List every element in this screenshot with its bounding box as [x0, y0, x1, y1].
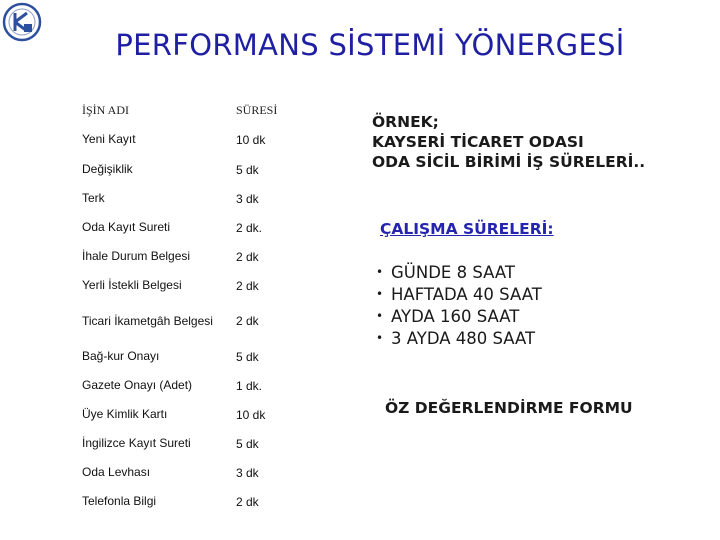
list-item-text: AYDA 160 SAAT — [391, 306, 520, 326]
duration-cell: 5 dk — [236, 162, 259, 177]
table-header — [82, 96, 316, 124]
work-durations-table — [82, 96, 316, 516]
task-name-cell: Ticari İkametgâh Belgesi — [82, 313, 213, 328]
table-row — [82, 487, 316, 516]
duration-cell: 2 dk. — [236, 220, 263, 235]
page-title: PERFORMANS SİSTEMİ YÖNERGESİ — [115, 28, 625, 62]
table-row — [82, 429, 316, 458]
table-row — [82, 371, 316, 400]
bullet-icon: • — [376, 287, 384, 301]
duration-cell: 2 dk — [236, 249, 259, 264]
duration-cell: 1 dk. — [236, 378, 263, 393]
table-row — [82, 271, 316, 300]
duration-cell: 2 dk — [236, 278, 259, 293]
task-name-cell: Oda Levhası — [82, 465, 151, 479]
duration-cell: 10 dk — [236, 407, 266, 422]
example-line-3: ODA SİCİL BİRİMİ İŞ SÜRELERİ.. — [372, 153, 646, 171]
task-name-cell: Değişiklik — [82, 162, 133, 176]
list-item — [376, 305, 676, 327]
table-row — [82, 458, 316, 487]
task-name-cell: Gazete Onayı (Adet) — [82, 378, 193, 392]
task-name-cell: İngilizce Kayıt Sureti — [82, 436, 191, 450]
duration-cell: 2 dk — [236, 314, 259, 328]
task-name-cell: Telefonla Bilgi — [82, 494, 157, 508]
table-row — [82, 155, 316, 184]
table-row — [82, 184, 316, 213]
table-row — [82, 124, 316, 155]
list-item — [376, 283, 676, 305]
table-row — [82, 213, 316, 242]
list-item-text: HAFTADA 40 SAAT — [391, 284, 542, 304]
task-name-cell: Bağ-kur Onayı — [82, 349, 160, 363]
duration-cell: 5 dk — [236, 349, 259, 364]
task-name-cell: Üye Kimlik Kartı — [82, 407, 168, 421]
example-line-2: KAYSERİ TİCARET ODASI — [372, 133, 584, 151]
task-name-cell: Oda Kayıt Sureti — [82, 220, 171, 234]
duration-cell: 2 dk — [236, 494, 259, 509]
bullet-icon: • — [376, 331, 384, 345]
table-row — [82, 400, 316, 429]
self-assessment-form-title: ÖZ DEĞERLENDİRME FORMU — [385, 399, 633, 417]
duration-cell: 5 dk — [236, 436, 259, 451]
example-heading — [372, 112, 672, 172]
list-item-text: 3 AYDA 480 SAAT — [391, 328, 536, 348]
list-item-text: GÜNDE 8 SAAT — [391, 262, 515, 282]
list-item — [376, 327, 676, 349]
list-item — [376, 261, 676, 283]
working-hours-list — [376, 261, 676, 349]
column-header-name: İŞİN ADI — [82, 102, 129, 117]
table-row — [82, 342, 316, 371]
task-name-cell: İhale Durum Belgesi — [82, 249, 191, 263]
task-name-cell: Terk — [82, 191, 105, 205]
column-header-duration: SÜRESİ — [236, 102, 278, 117]
bullet-icon: • — [376, 309, 384, 323]
duration-cell: 10 dk — [236, 132, 266, 147]
task-name-cell: Yerli İstekli Belgesi — [82, 278, 182, 292]
example-line-1: ÖRNEK; — [372, 113, 439, 131]
table-row — [82, 300, 316, 342]
bullet-icon: • — [376, 265, 384, 279]
table-body — [82, 124, 316, 516]
duration-cell: 3 dk — [236, 465, 259, 480]
task-name-cell: Yeni Kayıt — [82, 132, 136, 146]
working-hours-title: ÇALIŞMA SÜRELERİ: — [380, 220, 554, 238]
duration-cell: 3 dk — [236, 191, 259, 206]
table-row — [82, 242, 316, 271]
